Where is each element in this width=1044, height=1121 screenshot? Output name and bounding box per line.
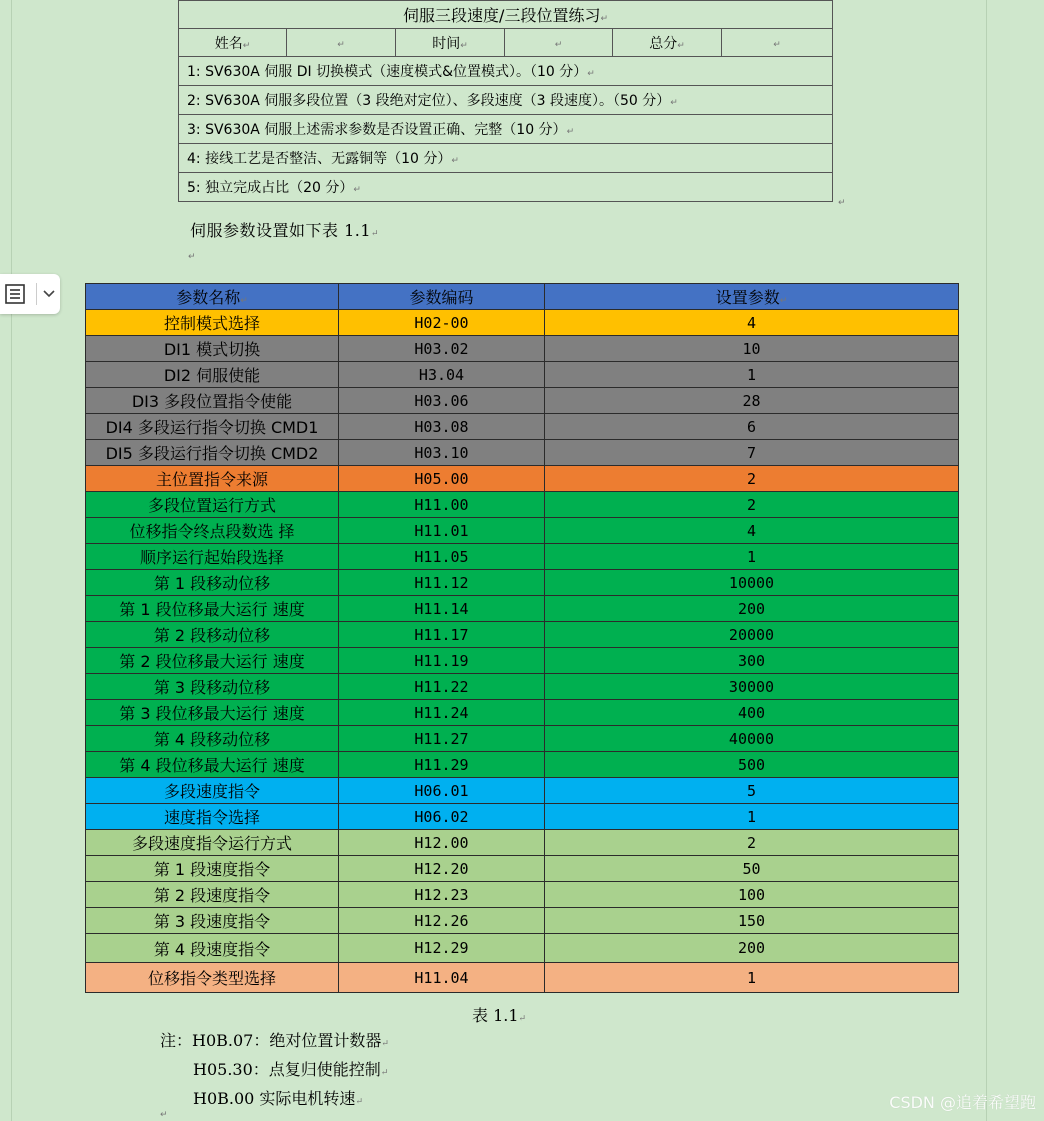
- param-code-cell: H11.19: [339, 648, 545, 674]
- header-param-name: 参数名称↵: [86, 284, 339, 310]
- score-item-5: 5: 独立完成占比（20 分）↵: [179, 173, 833, 202]
- widget-separator: [36, 283, 37, 305]
- param-name-cell: 多段速度指令: [86, 778, 339, 804]
- parameter-row: [86, 882, 959, 908]
- score-item-4: 4: 接线工艺是否整洁、无露铜等（10 分）↵: [179, 144, 833, 173]
- param-value-cell: 30000: [545, 674, 959, 700]
- param-value-cell: 2: [545, 830, 959, 856]
- notes-block: [160, 1028, 389, 1115]
- intro-text: 伺服参数设置如下表 1.1↵: [190, 221, 380, 240]
- param-name-cell: 第 2 段移动位移: [86, 622, 339, 648]
- param-code-cell: H11.24: [339, 700, 545, 726]
- param-name-cell: 第 3 段位移最大运行 速度: [86, 700, 339, 726]
- param-code-cell: H12.29: [339, 934, 545, 963]
- param-value-cell: 200: [545, 934, 959, 963]
- param-code-cell: H11.27: [339, 726, 545, 752]
- total-value[interactable]: ↵: [722, 29, 833, 57]
- parameter-table: [85, 283, 959, 993]
- param-name-cell: 第 1 段位移最大运行 速度: [86, 596, 339, 622]
- parameter-row: [86, 622, 959, 648]
- param-code-cell: H11.04: [339, 963, 545, 993]
- parameter-row: [86, 388, 959, 414]
- header-param-value: 设置参数↵: [545, 284, 959, 310]
- param-name-cell: DI1 模式切换: [86, 336, 339, 362]
- param-name-cell: 顺序运行起始段选择: [86, 544, 339, 570]
- parameter-row: [86, 362, 959, 388]
- param-code-cell: H11.29: [339, 752, 545, 778]
- param-code-cell: H05.00: [339, 466, 545, 492]
- parameter-row: [86, 336, 959, 362]
- param-code-cell: H12.23: [339, 882, 545, 908]
- param-value-cell: 28: [545, 388, 959, 414]
- parameter-row: [86, 518, 959, 544]
- param-name-cell: 第 1 段速度指令: [86, 856, 339, 882]
- parameter-row: [86, 804, 959, 830]
- param-name-cell: 位移指令终点段数选 择: [86, 518, 339, 544]
- note-line-1: 注：H0B.07：绝对位置计数器↵: [160, 1031, 389, 1050]
- param-value-cell: 2: [545, 466, 959, 492]
- parameter-row: [86, 596, 959, 622]
- param-code-cell: H03.10: [339, 440, 545, 466]
- param-code-cell: H03.06: [339, 388, 545, 414]
- parameter-row: [86, 752, 959, 778]
- note-line-2: H05.30：点复归使能控制↵: [193, 1060, 389, 1079]
- param-value-cell: 1: [545, 544, 959, 570]
- param-value-cell: 40000: [545, 726, 959, 752]
- param-value-cell: 1: [545, 804, 959, 830]
- table-caption: 表 1.1↵: [472, 1006, 527, 1025]
- watermark: CSDN @追着希望跑: [889, 1093, 1036, 1112]
- param-value-cell: 300: [545, 648, 959, 674]
- parameter-row: [86, 908, 959, 934]
- param-name-cell: 第 3 段速度指令: [86, 908, 339, 934]
- parameter-row: [86, 674, 959, 700]
- parameter-row: [86, 856, 959, 882]
- parameter-row: [86, 544, 959, 570]
- param-code-cell: H11.01: [339, 518, 545, 544]
- parameter-row: [86, 466, 959, 492]
- parameter-row: [86, 310, 959, 336]
- param-code-cell: H02-00: [339, 310, 545, 336]
- param-value-cell: 1: [545, 362, 959, 388]
- param-value-cell: 1: [545, 963, 959, 993]
- score-item-1: 1: SV630A 伺服 DI 切换模式（速度模式&位置模式）。（10 分）↵: [179, 57, 833, 86]
- param-code-cell: H12.20: [339, 856, 545, 882]
- score-sheet-table: [178, 0, 833, 202]
- param-code-cell: H3.04: [339, 362, 545, 388]
- parameter-row: [86, 492, 959, 518]
- param-value-cell: 400: [545, 700, 959, 726]
- score-item-3: 3: SV630A 伺服上述需求参数是否设置正确、完整（10 分）↵: [179, 115, 833, 144]
- parameter-row: [86, 414, 959, 440]
- total-label: 总分↵: [613, 29, 722, 57]
- parameter-row: [86, 830, 959, 856]
- param-code-cell: H06.01: [339, 778, 545, 804]
- param-name-cell: 多段速度指令运行方式: [86, 830, 339, 856]
- name-label: 姓名↵: [179, 29, 287, 57]
- param-value-cell: 500: [545, 752, 959, 778]
- parameter-row: [86, 570, 959, 596]
- param-value-cell: 5: [545, 778, 959, 804]
- param-code-cell: H03.02: [339, 336, 545, 362]
- parameter-row: [86, 778, 959, 804]
- param-value-cell: 6: [545, 414, 959, 440]
- parameter-row: [86, 963, 959, 993]
- param-name-cell: DI2 伺服使能: [86, 362, 339, 388]
- param-value-cell: 150: [545, 908, 959, 934]
- param-code-cell: H12.26: [339, 908, 545, 934]
- param-code-cell: H11.05: [339, 544, 545, 570]
- parameter-row: [86, 726, 959, 752]
- param-name-cell: 速度指令选择: [86, 804, 339, 830]
- param-code-cell: H11.00: [339, 492, 545, 518]
- param-value-cell: 10: [545, 336, 959, 362]
- param-value-cell: 20000: [545, 622, 959, 648]
- parameter-row: [86, 700, 959, 726]
- paragraph-mark: ↵: [160, 1110, 168, 1120]
- param-name-cell: 第 4 段速度指令: [86, 934, 339, 963]
- time-label: 时间↵: [396, 29, 505, 57]
- outline-widget[interactable]: [0, 274, 60, 314]
- parameter-row: [86, 934, 959, 963]
- list-outline-icon[interactable]: [4, 283, 26, 305]
- param-value-cell: 10000: [545, 570, 959, 596]
- page-margin-right: [986, 0, 987, 1121]
- param-value-cell: 4: [545, 310, 959, 336]
- param-code-cell: H11.12: [339, 570, 545, 596]
- param-name-cell: 第 3 段移动位移: [86, 674, 339, 700]
- param-value-cell: 50: [545, 856, 959, 882]
- param-name-cell: 第 1 段移动位移: [86, 570, 339, 596]
- score-sheet-title: 伺服三段速度/三段位置练习↵: [179, 1, 833, 29]
- parameter-row: [86, 648, 959, 674]
- param-code-cell: H11.14: [339, 596, 545, 622]
- param-name-cell: DI5 多段运行指令切换 CMD2: [86, 440, 339, 466]
- param-name-cell: 第 2 段速度指令: [86, 882, 339, 908]
- param-code-cell: H06.02: [339, 804, 545, 830]
- parameter-row: [86, 440, 959, 466]
- time-value[interactable]: ↵: [505, 29, 613, 57]
- param-name-cell: DI4 多段运行指令切换 CMD1: [86, 414, 339, 440]
- param-name-cell: 主位置指令来源: [86, 466, 339, 492]
- param-value-cell: 200: [545, 596, 959, 622]
- page-margin-left: [11, 0, 12, 1121]
- param-code-cell: H12.00: [339, 830, 545, 856]
- paragraph-mark: ↵: [838, 198, 846, 208]
- parameter-table-header: [86, 284, 959, 310]
- param-name-cell: 控制模式选择: [86, 310, 339, 336]
- param-code-cell: H03.08: [339, 414, 545, 440]
- param-name-cell: 位移指令类型选择: [86, 963, 339, 993]
- param-value-cell: 4: [545, 518, 959, 544]
- header-param-code: 参数编码: [339, 284, 545, 310]
- note-line-3: H0B.00 实际电机转速↵: [193, 1089, 363, 1108]
- param-name-cell: 多段位置运行方式: [86, 492, 339, 518]
- score-item-2: 2: SV630A 伺服多段位置（3 段绝对定位）、多段速度（3 段速度）。（50 分）↵: [179, 86, 833, 115]
- param-code-cell: H11.17: [339, 622, 545, 648]
- param-value-cell: 7: [545, 440, 959, 466]
- param-value-cell: 100: [545, 882, 959, 908]
- chevron-down-icon[interactable]: [43, 287, 55, 301]
- param-name-cell: DI3 多段位置指令使能: [86, 388, 339, 414]
- param-name-cell: 第 2 段位移最大运行 速度: [86, 648, 339, 674]
- name-value[interactable]: ↵: [287, 29, 396, 57]
- paragraph-mark: ↵: [188, 252, 196, 262]
- param-name-cell: 第 4 段移动位移: [86, 726, 339, 752]
- param-value-cell: 2: [545, 492, 959, 518]
- param-code-cell: H11.22: [339, 674, 545, 700]
- param-name-cell: 第 4 段位移最大运行 速度: [86, 752, 339, 778]
